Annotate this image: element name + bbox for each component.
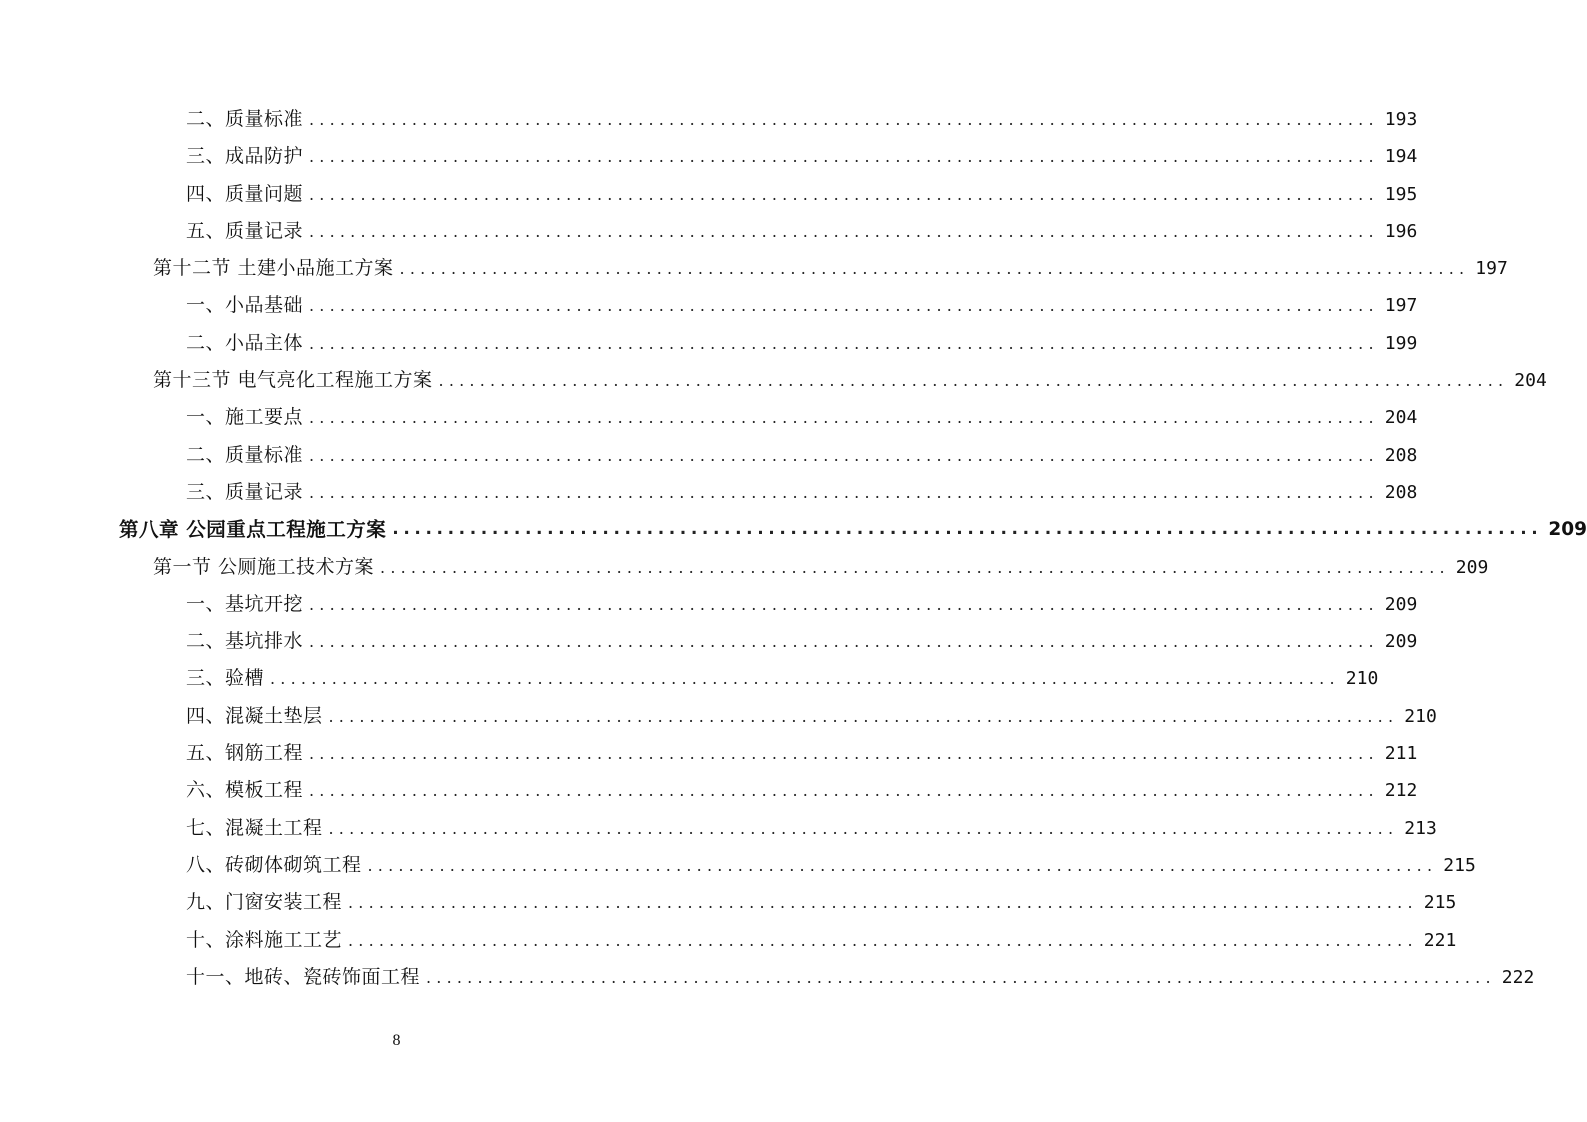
toc-entry-title: 三、成品防护 [186, 145, 304, 168]
toc-entry-title: 二、小品主体 [186, 331, 304, 354]
table-of-contents [0, 101, 1587, 996]
toc-dot-leader: ........................................................................................................ [399, 259, 1470, 279]
toc-dot-leader: ........................................................................................................ [328, 706, 1399, 726]
toc-entry-page: 196 [1384, 220, 1418, 242]
toc-entry-title: 二、质量标准 [186, 443, 304, 466]
toc-entry[interactable] [0, 176, 1418, 213]
toc-dot-leader: ........................................................................................................ [309, 744, 1379, 764]
toc-entry[interactable] [0, 660, 1379, 697]
toc-entry-page: 208 [1384, 481, 1418, 503]
toc-entry-page: 215 [1443, 854, 1476, 876]
toc-entry-title: 一、小品基础 [186, 294, 304, 317]
toc-entry[interactable] [0, 810, 1437, 847]
toc-entry[interactable] [0, 922, 1457, 959]
toc-entry-page: 197 [1384, 295, 1418, 317]
toc-dot-leader: ........................................................................................................ [438, 371, 1509, 391]
toc-entry[interactable] [0, 437, 1418, 474]
toc-dot-leader: ........................................................................................................ [309, 110, 1379, 129]
toc-entry-title: 二、质量标准 [186, 108, 304, 130]
toc-dot-leader: ........................................................................................................ [380, 557, 1450, 577]
toc-entry-page: 215 [1423, 892, 1457, 914]
toc-dot-leader: ........................................................................................................ [309, 296, 1379, 316]
toc-entry-page: 195 [1384, 183, 1418, 205]
toc-entry[interactable] [0, 474, 1418, 511]
toc-entry-title: 第八章 公园重点工程施工方案 [119, 518, 387, 542]
toc-dot-leader: ........................................................................................................ [309, 594, 1379, 614]
toc-entry-page: 222 [1501, 966, 1535, 988]
toc-entry-page: 212 [1384, 780, 1418, 802]
toc-entry-page: 209 [1455, 556, 1489, 578]
toc-dot-leader: ........................................................................................................ [328, 818, 1399, 838]
toc-entry[interactable] [0, 287, 1418, 324]
toc-entry-section[interactable] [0, 362, 1547, 399]
toc-entry[interactable] [0, 213, 1418, 250]
toc-dot-leader: ........................................................................................................ [309, 781, 1379, 801]
toc-entry-title: 五、钢筋工程 [186, 742, 304, 765]
toc-entry-page: 204 [1384, 407, 1418, 429]
toc-entry-page: 209 [1384, 631, 1418, 653]
toc-dot-leader: ........................................................................................................ [426, 967, 1496, 987]
toc-entry-page: 193 [1384, 109, 1418, 130]
toc-entry-title: 五、质量记录 [186, 219, 304, 242]
toc-entry[interactable] [0, 325, 1418, 362]
page-number: 8 [392, 1032, 401, 1049]
toc-entry[interactable] [0, 101, 1418, 138]
toc-entry-page: 221 [1423, 929, 1457, 951]
toc-entry-section[interactable] [0, 549, 1489, 586]
toc-entry-title: 九、门窗安装工程 [186, 891, 343, 914]
toc-dot-leader: ........................................................................................................ [309, 333, 1379, 353]
toc-entry-section[interactable] [0, 250, 1508, 287]
toc-dot-leader: ........................................................................................................ [270, 669, 1340, 689]
toc-entry-chapter[interactable] [0, 511, 1587, 548]
toc-dot-leader: ........................................................................................................ [348, 893, 1418, 913]
toc-entry-title: 第十三节 电气亮化工程施工方案 [153, 369, 433, 392]
toc-entry-page: 194 [1384, 146, 1418, 168]
toc-entry[interactable] [0, 138, 1418, 175]
toc-dot-leader: ........................................................................................................ [309, 632, 1379, 652]
toc-entry-title: 七、混凝土工程 [186, 816, 323, 839]
toc-entry-page: 209 [1548, 519, 1587, 541]
toc-entry-page: 210 [1404, 705, 1437, 727]
toc-entry[interactable] [0, 959, 1535, 996]
toc-entry-title: 十一、地砖、瓷砖饰面工程 [186, 965, 421, 988]
toc-dot-leader: ........................................................................................................ [309, 221, 1379, 241]
toc-dot-leader: ........................................................................................................ [348, 930, 1418, 950]
toc-entry-page: 197 [1475, 258, 1508, 280]
toc-dot-leader: ........................................................................................................ [392, 519, 1543, 540]
toc-entry[interactable] [0, 847, 1476, 884]
toc-dot-leader: ........................................................................................................ [309, 482, 1379, 502]
toc-entry-page: 209 [1384, 593, 1418, 615]
toc-dot-leader: ........................................................................................................ [309, 445, 1379, 465]
toc-entry-title: 六、模板工程 [186, 779, 304, 802]
toc-entry[interactable] [0, 623, 1418, 660]
toc-entry[interactable] [0, 772, 1418, 809]
toc-entry-page: 208 [1384, 444, 1418, 466]
toc-entry-page: 199 [1384, 332, 1418, 354]
toc-entry-page: 213 [1404, 817, 1437, 839]
toc-entry-title: 二、基坑排水 [186, 630, 304, 653]
toc-entry[interactable] [0, 698, 1437, 735]
toc-entry-title: 四、混凝土垫层 [186, 704, 323, 727]
toc-entry[interactable] [0, 884, 1457, 921]
toc-entry-title: 三、验槽 [186, 667, 265, 690]
toc-dot-leader: ........................................................................................................ [309, 184, 1379, 204]
toc-entry-page: 211 [1384, 743, 1418, 765]
toc-entry-page: 204 [1514, 370, 1547, 392]
toc-entry-title: 四、质量问题 [186, 182, 304, 205]
toc-dot-leader: ........................................................................................................ [309, 408, 1379, 428]
toc-dot-leader: ........................................................................................................ [309, 147, 1379, 167]
toc-entry-title: 十、涂料施工工艺 [186, 928, 343, 951]
toc-entry[interactable] [0, 735, 1418, 772]
toc-entry[interactable] [0, 586, 1418, 623]
toc-entry[interactable] [0, 399, 1418, 436]
toc-entry-title: 八、砖砌体砌筑工程 [186, 853, 362, 876]
toc-entry-title: 一、基坑开挖 [186, 592, 304, 615]
toc-entry-title: 一、施工要点 [186, 406, 304, 429]
toc-dot-leader: ........................................................................................................ [367, 855, 1438, 875]
toc-entry-page: 210 [1345, 668, 1379, 690]
toc-entry-title: 第十二节 土建小品施工方案 [153, 257, 394, 280]
toc-entry-title: 三、质量记录 [186, 480, 304, 503]
toc-entry-title: 第一节 公厕施工技术方案 [153, 555, 375, 578]
